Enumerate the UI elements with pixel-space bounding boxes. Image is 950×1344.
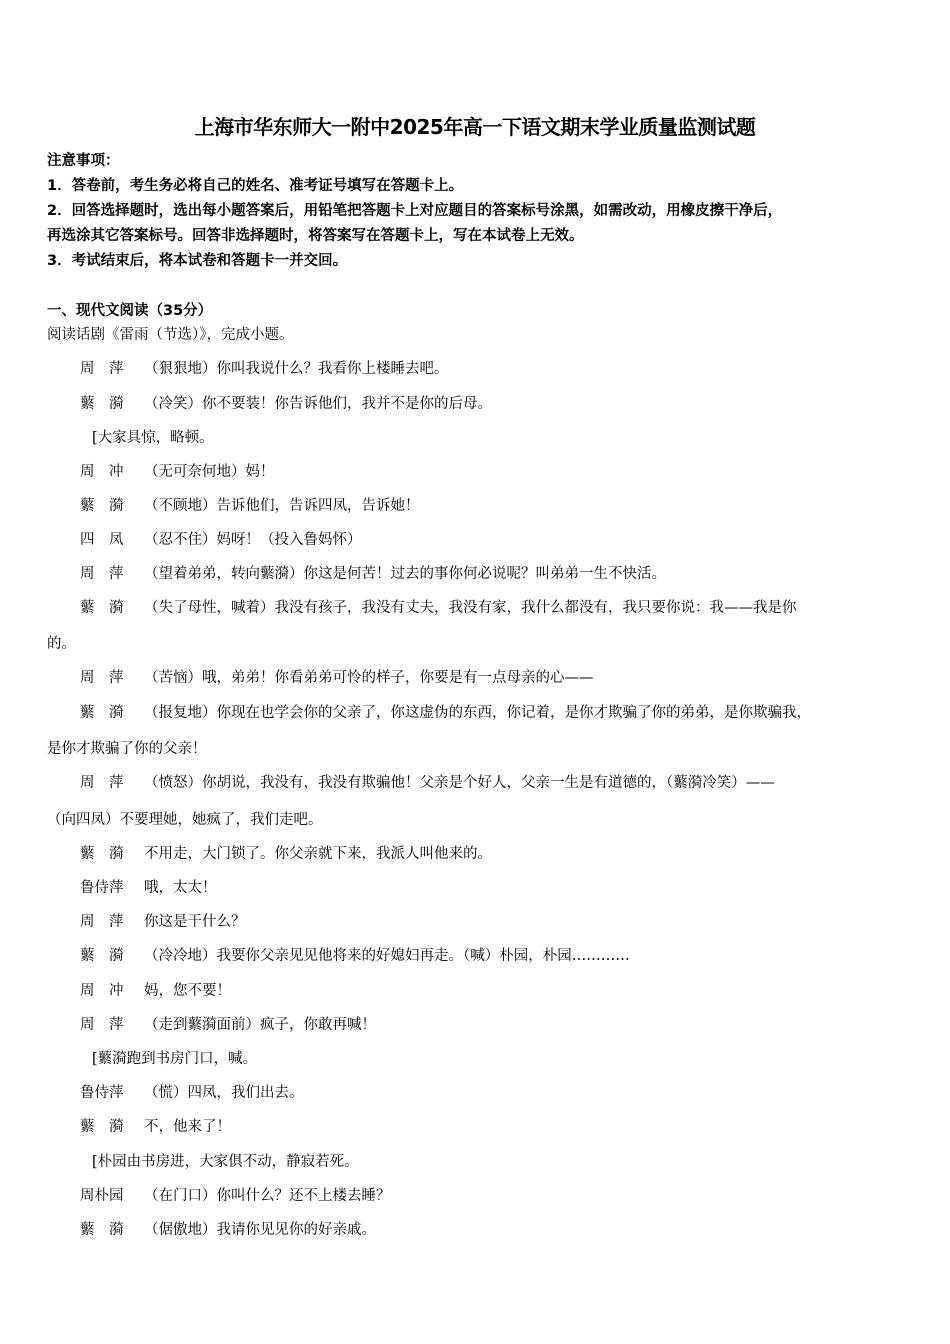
line-text: （狠狠地）你叫我说什么？我看你上楼睡去吧。 xyxy=(144,361,449,377)
dialogue-line xyxy=(80,1083,910,1103)
dialogue-continuation: 是你才欺骗了你的父亲！ xyxy=(47,741,207,757)
line-text: 不，他来了！ xyxy=(144,1119,231,1135)
line-text: （望着弟弟，转向蘩漪）你这是何苦！过去的事你何必说呢？叫弟弟一生不快活。 xyxy=(144,566,666,582)
page-title: 上海市华东师大一附中2025年高一下语文期末学业质量监测试题 xyxy=(194,115,756,139)
speaker-name: 蘩 漪 xyxy=(80,846,124,862)
line-text: （倨傲地）我请你见见你的好亲戚。 xyxy=(144,1222,376,1238)
dialogue-continuation: 的。 xyxy=(47,636,76,652)
dialogue-line xyxy=(80,773,910,793)
speaker-name: 周 冲 xyxy=(80,983,124,999)
speaker-name: 周 冲 xyxy=(80,464,124,480)
speaker-name: 鲁侍萍 xyxy=(80,880,124,896)
dialogue-line xyxy=(80,1220,910,1240)
dialogue-line xyxy=(80,359,910,379)
speaker-name: 蘩 漪 xyxy=(80,600,124,616)
line-text: 哦，太太！ xyxy=(144,880,217,896)
stage-direction: [大家具惊，略顿。 xyxy=(92,430,214,446)
line-text: （在门口）你叫什么？还不上楼去睡？ xyxy=(144,1188,391,1204)
line-text: （走到蘩漪面前）疯子，你敢再喊！ xyxy=(144,1017,376,1033)
line-text: 你这是干什么？ xyxy=(144,914,246,930)
speaker-name: 四 凤 xyxy=(80,532,124,548)
line-text: 妈，您不要！ xyxy=(144,983,231,999)
line-text: （忍不住）妈呀！（投入鲁妈怀） xyxy=(144,532,362,548)
notice-heading: 注意事项： xyxy=(47,153,120,169)
line-text: 不用走，大门锁了。你父亲就下来，我派人叫他来的。 xyxy=(144,846,492,862)
line-text: （失了母性，喊着）我没有孩子，我没有丈夫，我没有家，我什么都没有，我只要你说：我——我是你 xyxy=(144,600,797,616)
speaker-name: 鲁侍萍 xyxy=(80,1085,124,1101)
speaker-name: 周朴园 xyxy=(80,1188,124,1204)
speaker-name: 周 萍 xyxy=(80,1017,124,1033)
dialogue-line xyxy=(80,1015,910,1035)
speaker-name: 周 萍 xyxy=(80,670,124,686)
line-text: （苦恼）哦，弟弟！你看弟弟可怜的样子，你要是有一点母亲的心—— xyxy=(144,670,594,686)
speaker-name: 周 萍 xyxy=(80,566,124,582)
dialogue-line xyxy=(80,530,910,550)
dialogue-line xyxy=(80,912,910,932)
dialogue-line xyxy=(80,394,910,414)
line-text: （愤怒）你胡说，我没有，我没有欺骗他！父亲是个好人，父亲一生是有道德的，（蘩漪冷笑）—— xyxy=(144,775,775,791)
notice-item: 3．考试结束后，将本试卷和答题卡一并交回。 xyxy=(47,253,348,269)
notice-item: 再选涂其它答案标号。回答非选择题时，将答案写在答题卡上，写在本试卷上无效。 xyxy=(47,228,584,244)
dialogue-line xyxy=(80,844,910,864)
speaker-name: 周 萍 xyxy=(80,361,124,377)
dialogue-continuation: （向四凤）不要理她，她疯了，我们走吧。 xyxy=(47,812,323,828)
speaker-name: 蘩 漪 xyxy=(80,1119,124,1135)
notice-item: 2．回答选择题时，选出每小题答案后，用铅笔把答题卡上对应题目的答案标号涂黑，如需改动，用橡皮擦干净后， xyxy=(47,203,783,219)
dialogue-line xyxy=(80,462,910,482)
speaker-name: 周 萍 xyxy=(80,775,124,791)
speaker-name: 周 萍 xyxy=(80,914,124,930)
line-text: （报复地）你现在也学会你的父亲了，你这虚伪的东西，你记着，是你才欺骗了你的弟弟，是你欺骗我， xyxy=(144,705,811,721)
dialogue-line xyxy=(80,981,910,1001)
stage-direction: [朴园由书房进，大家俱不动，静寂若死。 xyxy=(92,1154,359,1170)
dialogue-line xyxy=(80,878,910,898)
notice-item: 1．答卷前，考生务必将自己的姓名、准考证号填写在答题卡上。 xyxy=(47,178,464,194)
dialogue-line xyxy=(80,598,910,618)
speaker-name: 蘩 漪 xyxy=(80,498,124,514)
dialogue-line xyxy=(80,668,910,688)
line-text: （慌）四凤，我们出去。 xyxy=(144,1085,304,1101)
speaker-name: 蘩 漪 xyxy=(80,705,124,721)
speaker-name: 蘩 漪 xyxy=(80,948,124,964)
dialogue-line xyxy=(80,1186,910,1206)
line-text: （冷笑）你不要装！你告诉他们，我并不是你的后母。 xyxy=(144,396,492,412)
section-instruction: 阅读话剧《雷雨（节选）》，完成小题。 xyxy=(47,327,294,343)
dialogue-line xyxy=(80,496,910,516)
stage-direction: [蘩漪跑到书房门口，喊。 xyxy=(92,1051,258,1067)
dialogue-line xyxy=(80,703,910,723)
line-text: （冷冷地）我要你父亲见见他将来的好媳妇再走。（喊）朴园，朴园………… xyxy=(144,948,630,964)
section-heading: 一、现代文阅读（35分） xyxy=(47,303,213,319)
line-text: （不顾地）告诉他们，告诉四凤，告诉她！ xyxy=(144,498,420,514)
dialogue-line xyxy=(80,1117,910,1137)
dialogue-line xyxy=(80,564,910,584)
dialogue-line xyxy=(80,946,910,966)
speaker-name: 蘩 漪 xyxy=(80,1222,124,1238)
speaker-name: 蘩 漪 xyxy=(80,396,124,412)
line-text: （无可奈何地）妈！ xyxy=(144,464,275,480)
